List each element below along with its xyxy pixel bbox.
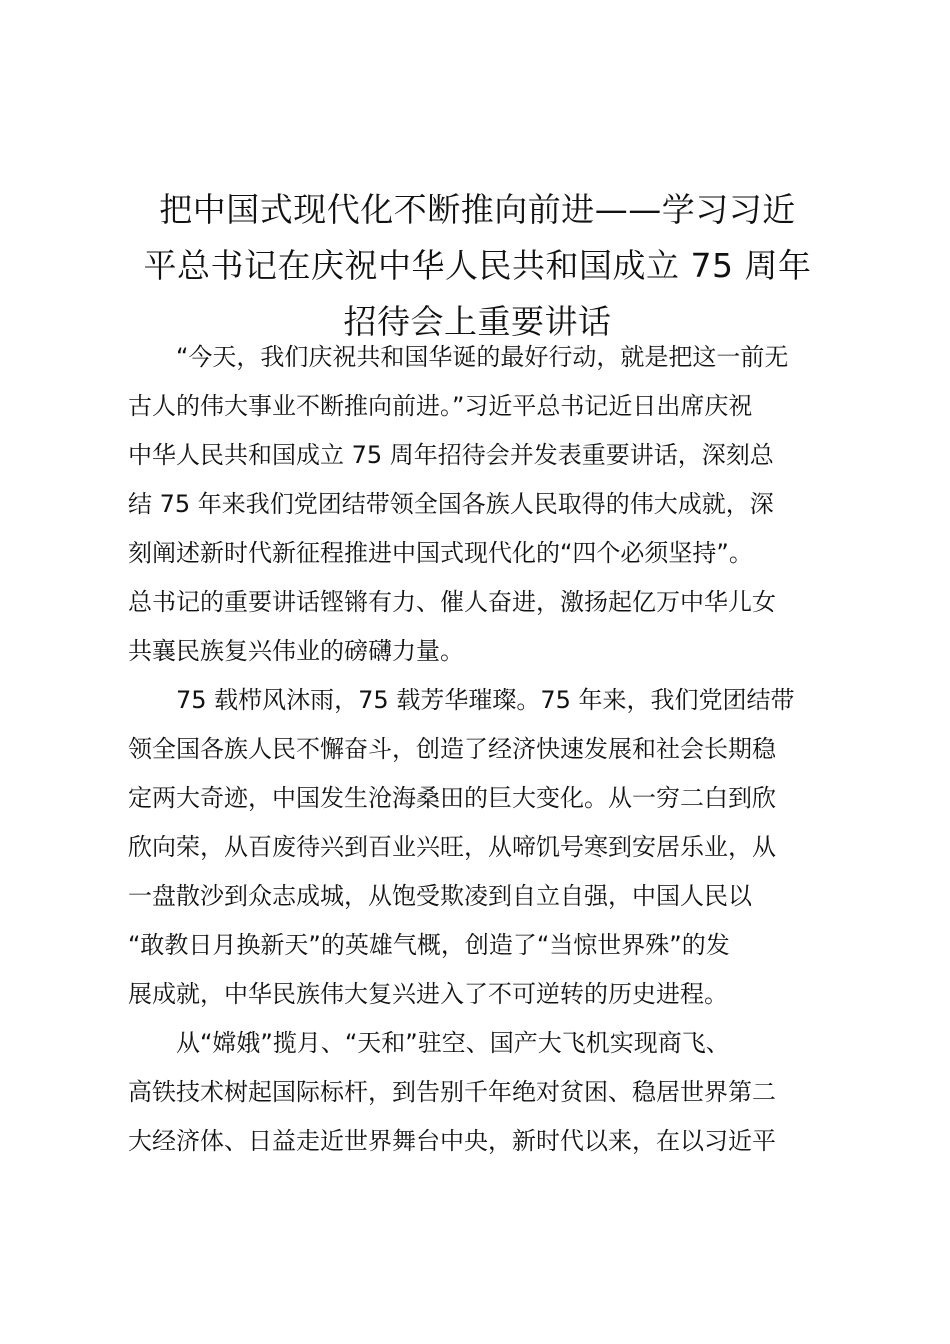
paragraph-line: 高铁技术树起国际标杆，到告别千年绝对贫困、稳居世界第二 [128,1078,776,1106]
paragraph-line: 古人的伟大事业不断推向前进。”习近平总书记近日出席庆祝 [128,392,753,420]
paragraph-line: 共襄民族复兴伟业的磅礴力量。 [128,637,464,665]
title-line: 平总书记在庆祝中华人民共和国成立 75 周年 [143,246,812,285]
paragraph-1 [128,333,838,676]
paragraph-line: “敢教日月换新天”的英雄气概，创造了“当惊世界殊”的发 [128,931,730,959]
paragraph-line: 欣向荣，从百废待兴到百业兴旺，从啼饥号寒到安居乐业，从 [128,833,776,861]
paragraph-line: 结 75 年来我们党团结带领全国各族人民取得的伟大成就，深 [128,490,774,518]
document-title [120,182,835,350]
paragraph-line: 刻阐述新时代新征程推进中国式现代化的“四个必须坚持”。 [128,539,753,567]
paragraph-3 [128,1019,838,1166]
paragraph-line: 领全国各族人民不懈奋斗，创造了经济快速发展和社会长期稳 [128,735,776,763]
paragraph-line: 75 载栉风沐雨，75 载芳华璀璨。75 年来，我们党团结带 [176,686,795,714]
paragraph-line: “今天，我们庆祝共和国华诞的最好行动，就是把这一前无 [176,343,789,371]
paragraph-line: 大经济体、日益走近世界舞台中央，新时代以来，在以习近平 [128,1127,776,1155]
paragraph-line: 定两大奇迹，中国发生沧海桑田的巨大变化。从一穷二白到欣 [128,784,776,812]
title-line: 把中国式现代化不断推向前进——学习习近 [159,190,796,229]
document-body [128,333,838,1166]
paragraph-2 [128,676,838,1019]
paragraph-line: 一盘散沙到众志成城，从饱受欺凌到自立自强，中国人民以 [128,882,752,910]
paragraph-line: 总书记的重要讲话铿锵有力、催人奋进，激扬起亿万中华儿女 [128,588,776,616]
paragraph-line: 展成就，中华民族伟大复兴进入了不可逆转的历史进程。 [128,980,728,1008]
title-line: 招待会上重要讲话 [343,302,612,341]
paragraph-line: 中华人民共和国成立 75 周年招待会并发表重要讲话，深刻总 [128,441,774,469]
paragraph-line: 从“嫦娥”揽月、“天和”驻空、国产大飞机实现商飞、 [176,1029,730,1057]
